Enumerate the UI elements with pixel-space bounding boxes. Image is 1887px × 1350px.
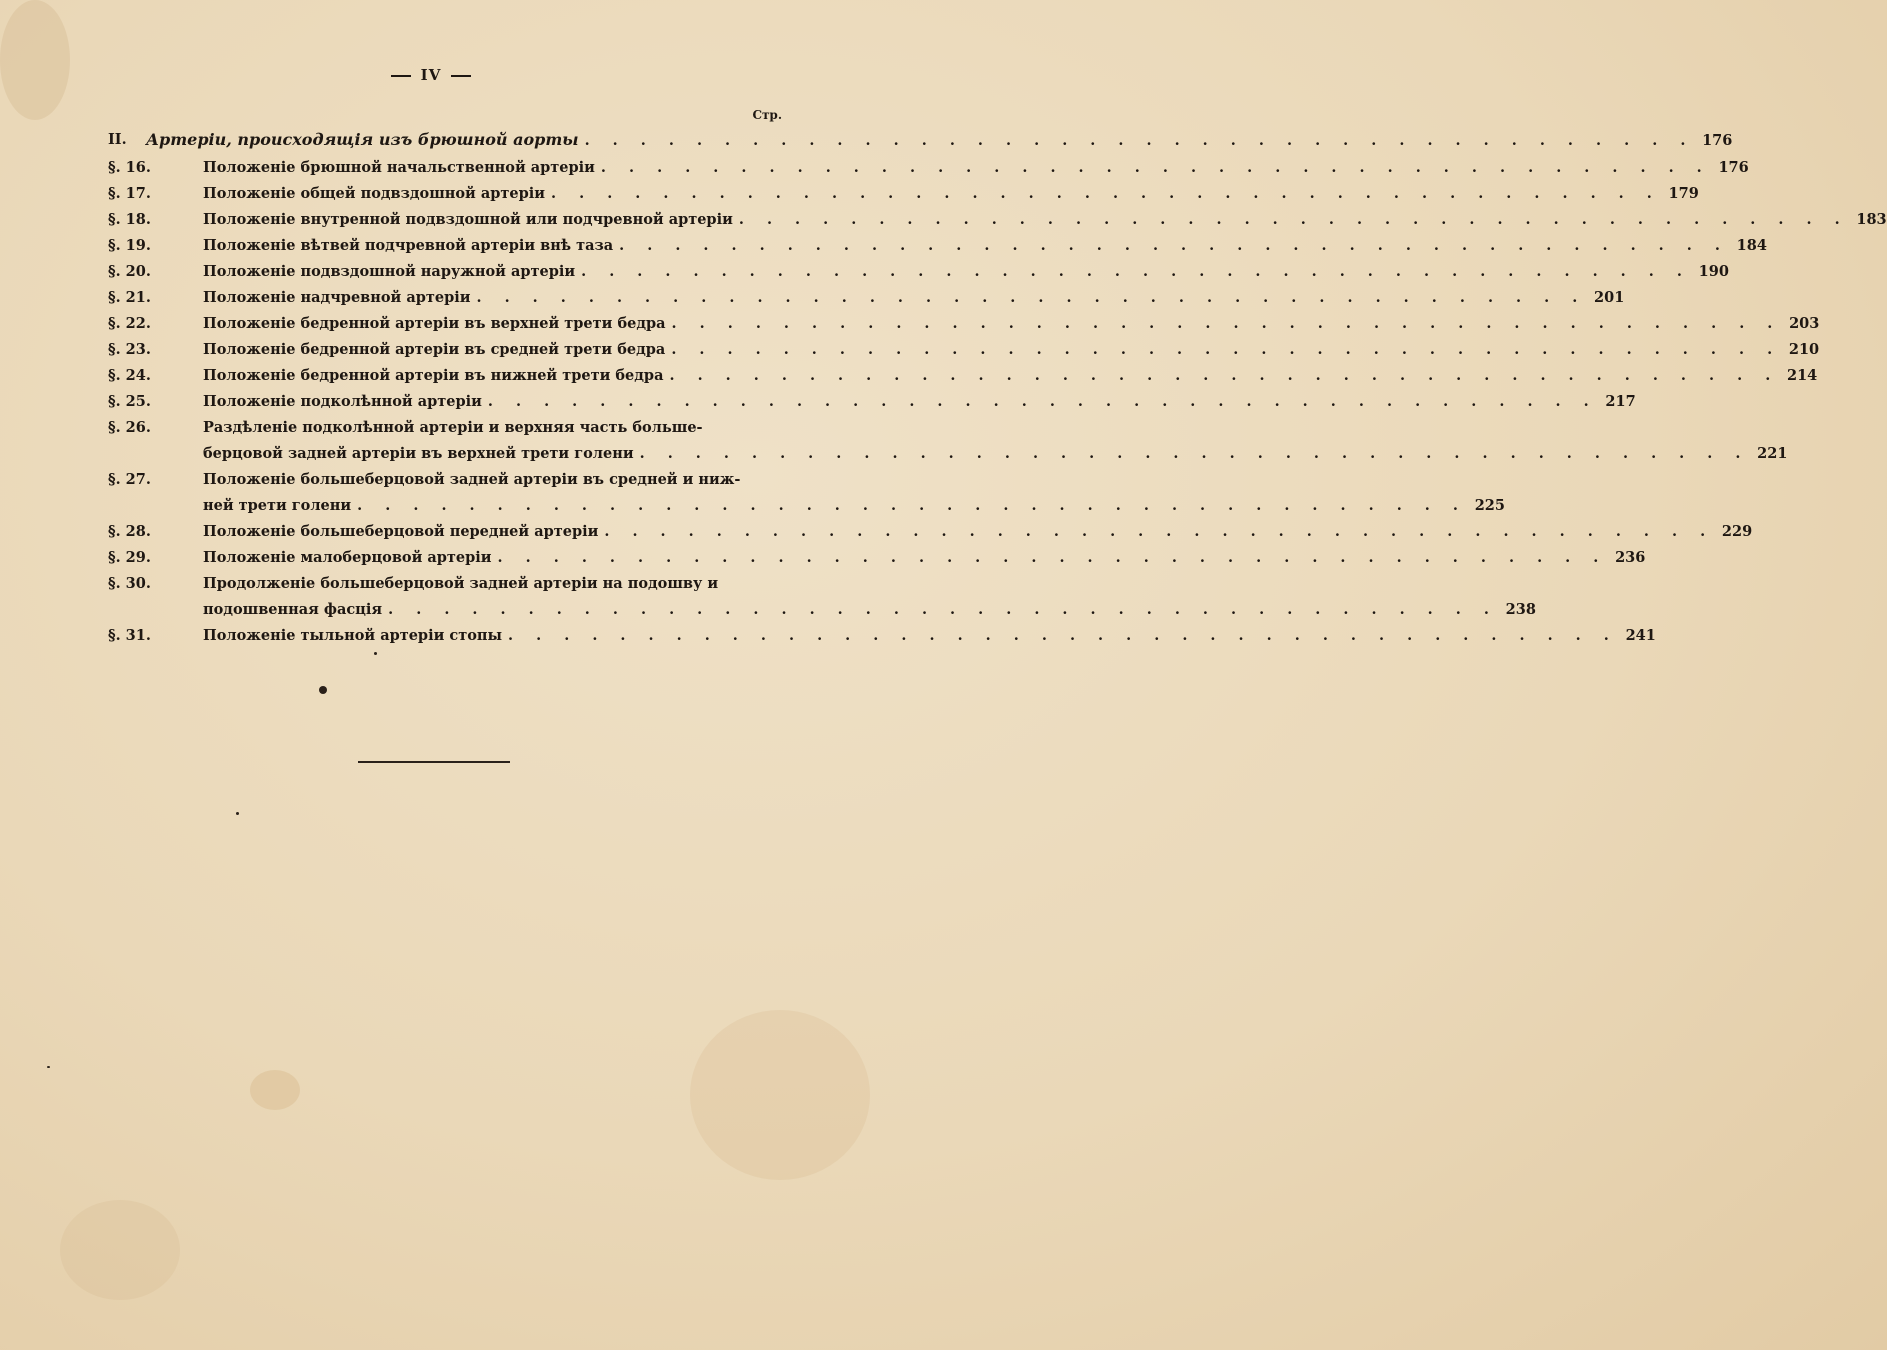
toc-entry [108, 285, 1625, 311]
entry-line [203, 337, 1820, 363]
toc-entry [108, 181, 1699, 207]
ink-spot [374, 652, 377, 655]
entry-line [203, 207, 1887, 233]
entry-line [203, 233, 1767, 259]
entry-title: Раздѣленіе подколѣнной артеріи и верхняя часть больше- [203, 419, 703, 436]
entry-page: 217 [1605, 393, 1636, 410]
entry-number: §. 22. [108, 315, 151, 332]
dot-leader: . . . . . . . . . . . . . . . . . . . . . . . . . . . . . . . . . . . . . . . . [584, 132, 1695, 149]
entry-line [203, 363, 1818, 389]
entry-number: §. 28. [108, 523, 151, 540]
toc-entry [108, 545, 1646, 571]
toc-entry [108, 363, 1818, 389]
entry-body [203, 415, 1788, 467]
dot-leader: . . . . . . . . . . . . . . . . . . . . . . . . . . . . . . . . . . . . . . . . [388, 601, 1498, 618]
entry-number: §. 21. [108, 289, 151, 306]
section-page: 176 [1702, 132, 1733, 149]
entry-title: Положеніе внутренной подвздошной или подчревной артеріи [203, 211, 733, 228]
section-line [146, 127, 1733, 153]
section-number: II. [108, 131, 127, 148]
entry-page: 225 [1474, 497, 1505, 514]
entry-line [203, 493, 1505, 519]
entry-number: §. 26. [108, 419, 151, 436]
dot-leader: . . . . . . . . . . . . . . . . . . . . . . . . . . . . . . . . . . . . . . . . [476, 289, 1587, 306]
entry-body [203, 519, 1753, 545]
toc-entry [108, 259, 1729, 285]
paper-stain [0, 0, 70, 120]
toc-entry [108, 389, 1636, 415]
dot-leader: . . . . . . . . . . . . . . . . . . . . . . . . . . . . . . . . . . . . . . . . [508, 627, 1618, 644]
entry-title: Положеніе подвздошной наружной артеріи [203, 263, 576, 280]
toc-entry [108, 623, 1656, 649]
toc-entry [108, 207, 1887, 233]
entry-line [203, 285, 1625, 311]
dot-leader: . . . . . . . . . . . . . . . . . . . . . . . . . . . . . . . . . . . . . . . . [487, 393, 1598, 410]
entry-title: Положеніе общей подвздошной артеріи [203, 185, 546, 202]
entry-body [203, 337, 1820, 363]
entry-body [203, 467, 1505, 519]
entry-title-continued: берцовой задней артеріи въ верхней трети голени [203, 445, 634, 462]
paper-stain [60, 1200, 180, 1300]
entry-body [203, 389, 1636, 415]
entry-number: §. 29. [108, 549, 151, 566]
entry-title: Положеніе бедренной артеріи въ средней трети бедра [203, 341, 666, 358]
entry-line [203, 623, 1656, 649]
entry-number: §. 18. [108, 211, 151, 228]
toc-entry [108, 233, 1767, 259]
entry-page: 179 [1668, 185, 1699, 202]
entry-body [203, 181, 1699, 207]
ink-spot [236, 812, 239, 815]
entry-line [203, 259, 1729, 285]
toc-entry [108, 311, 1820, 337]
entry-body [203, 233, 1767, 259]
dot-leader: . . . . . . . . . . . . . . . . . . . . . . . . . . . . . . . . . . . . . . . . [600, 159, 1711, 176]
entry-number: §. 17. [108, 185, 151, 202]
entry-page: 203 [1789, 315, 1820, 332]
entry-body [203, 363, 1818, 389]
entry-number: §. 23. [108, 341, 151, 358]
toc-entry [108, 519, 1753, 545]
entry-line [203, 389, 1636, 415]
entry-page: 190 [1698, 263, 1729, 280]
dot-leader: . . . . . . . . . . . . . . . . . . . . . . . . . . . . . . . . . . . . . . . . [604, 523, 1715, 540]
toc-entry [108, 571, 1536, 623]
header-dash [451, 75, 471, 77]
closing-rule [358, 761, 510, 763]
entry-title: Положеніе большеберцовой передней артеріи [203, 523, 599, 540]
entry-title: Положеніе надчревной артеріи [203, 289, 471, 306]
entry-body [203, 311, 1820, 337]
entry-body [203, 623, 1656, 649]
entry-page: 214 [1787, 367, 1818, 384]
entry-title: Положеніе подколѣнной артеріи [203, 393, 482, 410]
entry-body [203, 259, 1729, 285]
header-dash [391, 75, 411, 77]
entry-title: Положеніе малоберцовой артеріи [203, 549, 492, 566]
entry-body [203, 285, 1625, 311]
entry-title-continued: подошвенная фасція [203, 601, 383, 618]
entry-number: §. 27. [108, 471, 151, 488]
entry-page: 184 [1736, 237, 1767, 254]
entry-line [203, 155, 1749, 181]
page-header [0, 66, 862, 84]
entry-number: §. 19. [108, 237, 151, 254]
entry-line [203, 441, 1788, 467]
entry-title: Положеніе бедренной артеріи въ нижней трети бедра [203, 367, 664, 384]
entry-number: §. 16. [108, 159, 151, 176]
entry-body [203, 207, 1887, 233]
entry-title-continued: ней трети голени [203, 497, 352, 514]
entry-page: 210 [1788, 341, 1820, 358]
paper-stain [250, 1070, 300, 1110]
entry-title: Положеніе бедренной артеріи въ верхней трети бедра [203, 315, 666, 332]
toc-entry [108, 337, 1820, 363]
entry-line [203, 415, 782, 441]
dot-leader: . . . . . . . . . . . . . . . . . . . . . . . . . . . . . . . . . . . . . . . . [581, 263, 1691, 280]
entry-page: 229 [1721, 523, 1753, 540]
page-column-label: Стр. [752, 108, 782, 122]
entry-line [203, 467, 782, 493]
toc-entry [108, 415, 1788, 467]
section-body [146, 127, 1733, 153]
entry-number: §. 25. [108, 393, 151, 410]
dot-leader: . . . . . . . . . . . . . . . . . . . . . . . . . . . . . . . . . . . . . . . . [497, 549, 1608, 566]
entry-number: §. 30. [108, 575, 151, 592]
entry-line [203, 519, 1753, 545]
toc-entry [108, 155, 1749, 181]
ink-spot [47, 1066, 50, 1068]
ink-spot [319, 686, 327, 694]
entry-page: 176 [1718, 159, 1749, 176]
dot-leader: . . . . . . . . . . . . . . . . . . . . . . . . . . . . . . . . . . . . . . . . [671, 341, 1782, 358]
entry-title: Продолженіе большеберцовой задней артеріи на подошву и [203, 575, 719, 592]
entry-number: §. 31. [108, 627, 151, 644]
dot-leader: . . . . . . . . . . . . . . . . . . . . . . . . . . . . . . . . . . . . . . . . [738, 211, 1849, 228]
paper-stain [690, 1010, 870, 1180]
dot-leader: . . . . . . . . . . . . . . . . . . . . . . . . . . . . . . . . . . . . . . . . [669, 367, 1780, 384]
toc-entry [108, 467, 1505, 519]
section-title: Артеріи, происходящія изъ брюшной аорты [146, 130, 579, 149]
entry-number: §. 20. [108, 263, 151, 280]
dot-leader: . . . . . . . . . . . . . . . . . . . . . . . . . . . . . . . . . . . . . . . . [619, 237, 1729, 254]
entry-page: 236 [1615, 549, 1646, 566]
entry-page: 221 [1757, 445, 1788, 462]
entry-page: 241 [1625, 627, 1656, 644]
entry-page: 183 [1856, 211, 1887, 228]
dot-leader: . . . . . . . . . . . . . . . . . . . . . . . . . . . . . . . . . . . . . . . . [671, 315, 1782, 332]
entry-body [203, 545, 1646, 571]
dot-leader: . . . . . . . . . . . . . . . . . . . . . . . . . . . . . . . . . . . . . . . . [551, 185, 1661, 202]
entry-page: 201 [1594, 289, 1625, 306]
entry-body [203, 155, 1749, 181]
entry-title: Положеніе брюшной начальственной артеріи [203, 159, 595, 176]
dot-leader: . . . . . . . . . . . . . . . . . . . . . . . . . . . . . . . . . . . . . . . . [357, 497, 1467, 514]
dot-leader: . . . . . . . . . . . . . . . . . . . . . . . . . . . . . . . . . . . . . . . . [639, 445, 1750, 462]
entry-line [203, 597, 1536, 623]
entry-title: Положеніе вѣтвей подчревной артеріи внѣ таза [203, 237, 614, 254]
entry-page: 238 [1505, 601, 1536, 618]
toc-section-heading [108, 127, 1733, 153]
entry-line [203, 571, 782, 597]
entry-title: Положеніе большеберцовой задней артеріи въ средней и ниж- [203, 471, 741, 488]
entry-line [203, 181, 1699, 207]
page-number: IV [420, 66, 442, 84]
entry-body [203, 571, 1536, 623]
entry-line [203, 545, 1646, 571]
entry-title: Положеніе тыльной артеріи стопы [203, 627, 503, 644]
entry-number: §. 24. [108, 367, 151, 384]
entry-line [203, 311, 1820, 337]
